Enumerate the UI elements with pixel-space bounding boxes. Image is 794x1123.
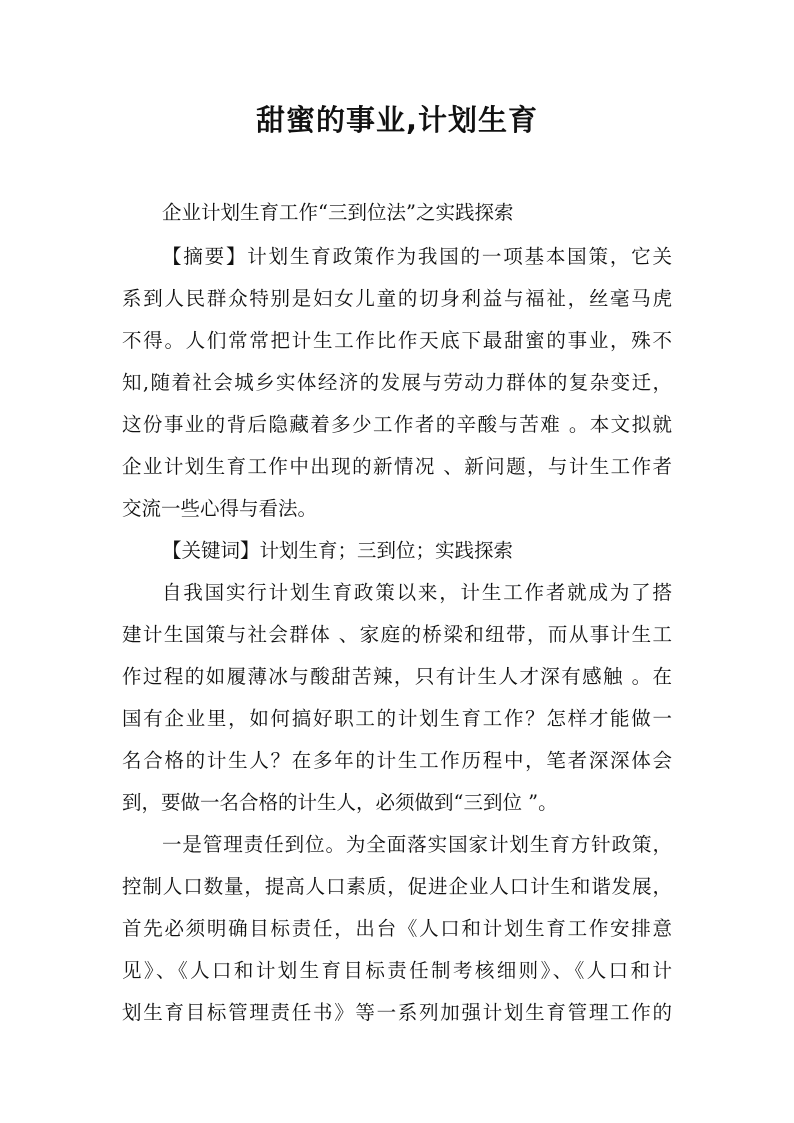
abstract-line-4: 知,随着社会城乡实体经济的发展与劳动力群体的复杂变迁， — [122, 371, 672, 394]
document-subtitle: 企业计划生育工作“三到位法”之实践探索 — [162, 201, 514, 224]
body-line-10: 见》、《人口和计划生育目标责任制考核细则》、《人口和计 — [122, 959, 672, 982]
body-line-7: 一是管理责任到位。为全面落实国家计划生育方针政策， — [162, 833, 672, 856]
keywords-line: 【关键词】计划生育；三到位；实践探索 — [162, 539, 514, 562]
abstract-line-5: 这份事业的背后隐藏着多少工作者的辛酸与苦难 。本文拟就 — [122, 413, 672, 436]
abstract-line-3: 不得。人们常常把计生工作比作天底下最甜蜜的事业，殊不 — [122, 329, 672, 352]
body-line-5: 名合格的计生人？在多年的计生工作历程中，笔者深深体会 — [122, 749, 672, 772]
body-line-9: 首先必须明确目标责任，出台《人口和计划生育工作安排意 — [122, 917, 672, 940]
abstract-line-6: 企业计划生育工作中出现的新情况 、新问题，与计生工作者 — [122, 455, 672, 478]
abstract-line-2: 系到人民群众特别是妇女儿童的切身利益与福祉，丝毫马虎 — [122, 287, 672, 310]
body-line-11: 划生育目标管理责任书》等一系列加强计划生育管理工作的 — [122, 1001, 672, 1024]
abstract-line-1: 【摘要】计划生育政策作为我国的一项基本国策，它关 — [162, 245, 672, 268]
body-line-1: 自我国实行计划生育政策以来，计生工作者就成为了搭 — [162, 581, 672, 604]
body-line-8: 控制人口数量，提高人口素质，促进企业人口计生和谐发展， — [122, 875, 672, 898]
body-line-3: 作过程的如履薄冰与酸甜苦辣，只有计生人才深有感触 。在 — [122, 665, 672, 688]
document-title: 甜蜜的事业,计划生育 — [255, 103, 539, 137]
abstract-line-7: 交流一些心得与看法。 — [122, 497, 318, 520]
body-line-2: 建计生国策与社会群体 、家庭的桥梁和纽带，而从事计生工 — [122, 623, 672, 646]
body-line-4: 国有企业里，如何搞好职工的计划生育工作？怎样才能做一 — [122, 707, 672, 730]
body-line-6: 到，要做一名合格的计生人，必须做到“三到位 ”。 — [122, 791, 558, 814]
